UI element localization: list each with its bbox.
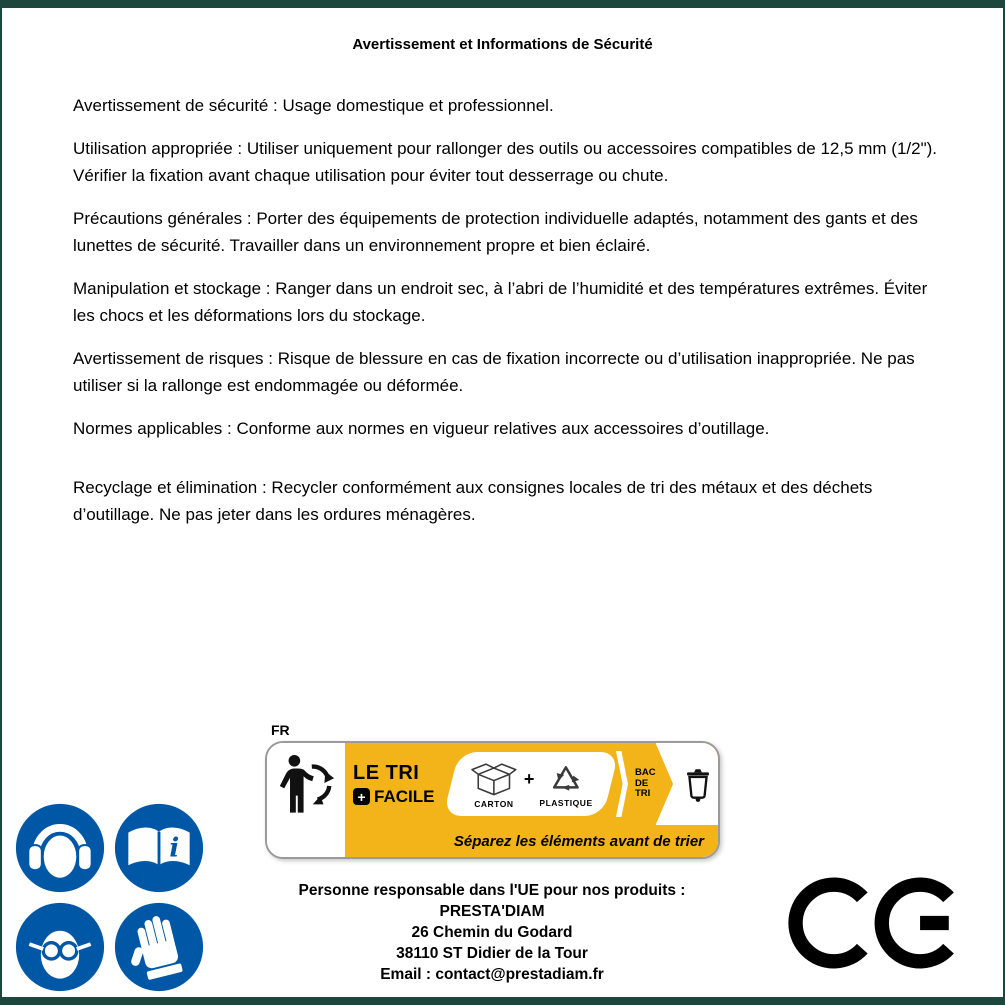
country-code-label: FR (271, 722, 290, 738)
paragraph-avertissement-risques: Avertissement de risques : Risque de blessure en cas de fixation incorrecte ou d’utilisation inappropriée. Ne pas utiliser si la rallonge est endommagée ou déformée. (73, 349, 915, 395)
plus-box-icon: + (353, 788, 370, 805)
responsible-intro: Personne responsable dans l'UE pour nos produits : (298, 882, 686, 899)
chevron-separator-icon (616, 751, 628, 817)
tri-title (353, 762, 447, 807)
ear-protection-icon (14, 802, 106, 894)
recycling-triangle-icon (546, 761, 586, 797)
city-line: 38110 ST Didier de la Tour (396, 945, 588, 962)
paragraph-normes-applicables: Normes applicables : Conforme aux normes en vigueur relatives aux accessoires d’outillage. (73, 419, 770, 438)
plastique-label: PLASTIQUE (539, 797, 593, 808)
eye-protection-icon (14, 901, 106, 993)
tri-main-row (345, 743, 718, 825)
responsible-address-block (242, 880, 742, 985)
recycling-info-label (265, 722, 720, 859)
paragraph-avertissement-securite: Avertissement de sécurité : Usage domestique et professionnel. (73, 96, 554, 115)
street-line: 26 Chemin du Godard (411, 924, 573, 941)
carton-box-icon (469, 760, 519, 798)
bac-line: DE (635, 777, 649, 789)
bin-zone (656, 743, 718, 825)
bin-destination-text (635, 768, 656, 800)
bac-line: TRI (635, 788, 651, 800)
svg-text:i: i (169, 833, 180, 864)
paragraph-precautions-generales: Précautions générales : Porter des équipements de protection individuelle adaptés, notamment des gants et des lunettes de sécurité. Travailler dans un environnement propre et bien éclairé. (73, 209, 918, 255)
triman-icon (275, 751, 337, 817)
paragraph-manipulation-stockage: Manipulation et stockage : Ranger dans un endroit sec, à l’abri de l’humidité et des températures extrêmes. Éviter les chocs et les déformations lors du stockage. (73, 279, 928, 325)
tri-bottom-text: Séparez les éléments avant de trier (453, 832, 704, 850)
waste-bin-icon (684, 764, 712, 804)
carton-label: CARTON (474, 798, 514, 809)
hand-protection-icon (113, 901, 205, 993)
read-manual-icon (113, 802, 205, 894)
tri-label-box (265, 741, 720, 859)
email-line: Email : contact@prestadiam.fr (380, 966, 604, 983)
triman-logo-area (267, 743, 345, 857)
tri-title-line2: FACILE (374, 786, 435, 806)
page-title: Avertissement et Informations de Sécurité (352, 36, 653, 53)
company-name: PRESTA'DIAM (439, 903, 545, 920)
ce-mark-icon (785, 875, 967, 971)
paragraph-utilisation-appropriee: Utilisation appropriée : Utiliser uniquement pour rallonger des outils ou accessoires compatibles de 12,5 mm (1/2"). Vérifier la fixation avant chaque utilisation pour éviter tout desserrage ou chute. (73, 139, 938, 185)
bac-line: BAC (635, 767, 656, 779)
tri-yellow-area (345, 743, 718, 857)
materials-bubble (443, 752, 619, 816)
safety-text (73, 92, 941, 544)
tri-title-line1: LE TRI (353, 761, 420, 784)
plus-sign: + (524, 768, 535, 789)
paragraph-recyclage-elimination: Recyclage et élimination : Recycler conformément aux consignes locales de tri des métaux et des déchets d’outillage. Ne pas jeter dans les ordures ménagères. (73, 478, 873, 524)
mandatory-safety-icons (14, 802, 205, 993)
